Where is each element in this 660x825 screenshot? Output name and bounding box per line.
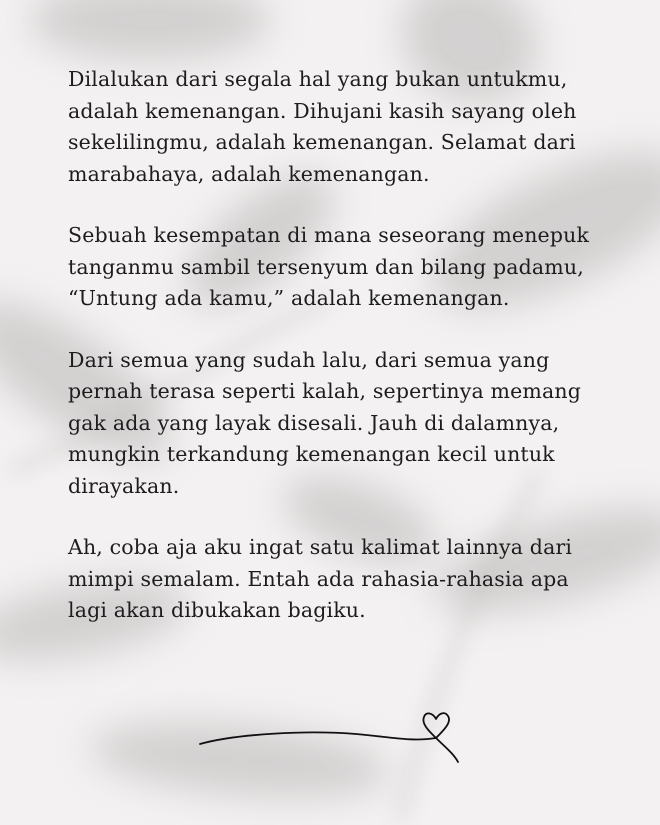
- paragraph-4: Ah, coba aja aku ingat satu kalimat lainnya dari mimpi semalam. Entah ada rahasia-rahasia apa lagi akan dibukakan bagiku.: [68, 535, 573, 622]
- paragraph-2: Sebuah kesempatan di mana seseorang menepuk tanganmu sambil tersenyum dan bilang padamu, “Untung ada kamu,” adalah kemenangan.: [68, 223, 590, 310]
- heart-flourish-icon: [196, 700, 466, 770]
- paragraph-3: Dari semua yang sudah lalu, dari semua yang pernah terasa seperti kalah, sepertinya memang gak ada yang layak disesali. Jauh di dalamnya, mungkin terkandung kemenangan kecil untuk dirayakan.: [68, 347, 582, 498]
- quote-text-block: [68, 64, 628, 657]
- paragraph-1: Dilalukan dari segala hal yang bukan untukmu, adalah kemenangan. Dihujani kasih sayang oleh sekelilingmu, adalah kemenangan. Selamat dari marabahaya, adalah kemenangan.: [68, 67, 577, 186]
